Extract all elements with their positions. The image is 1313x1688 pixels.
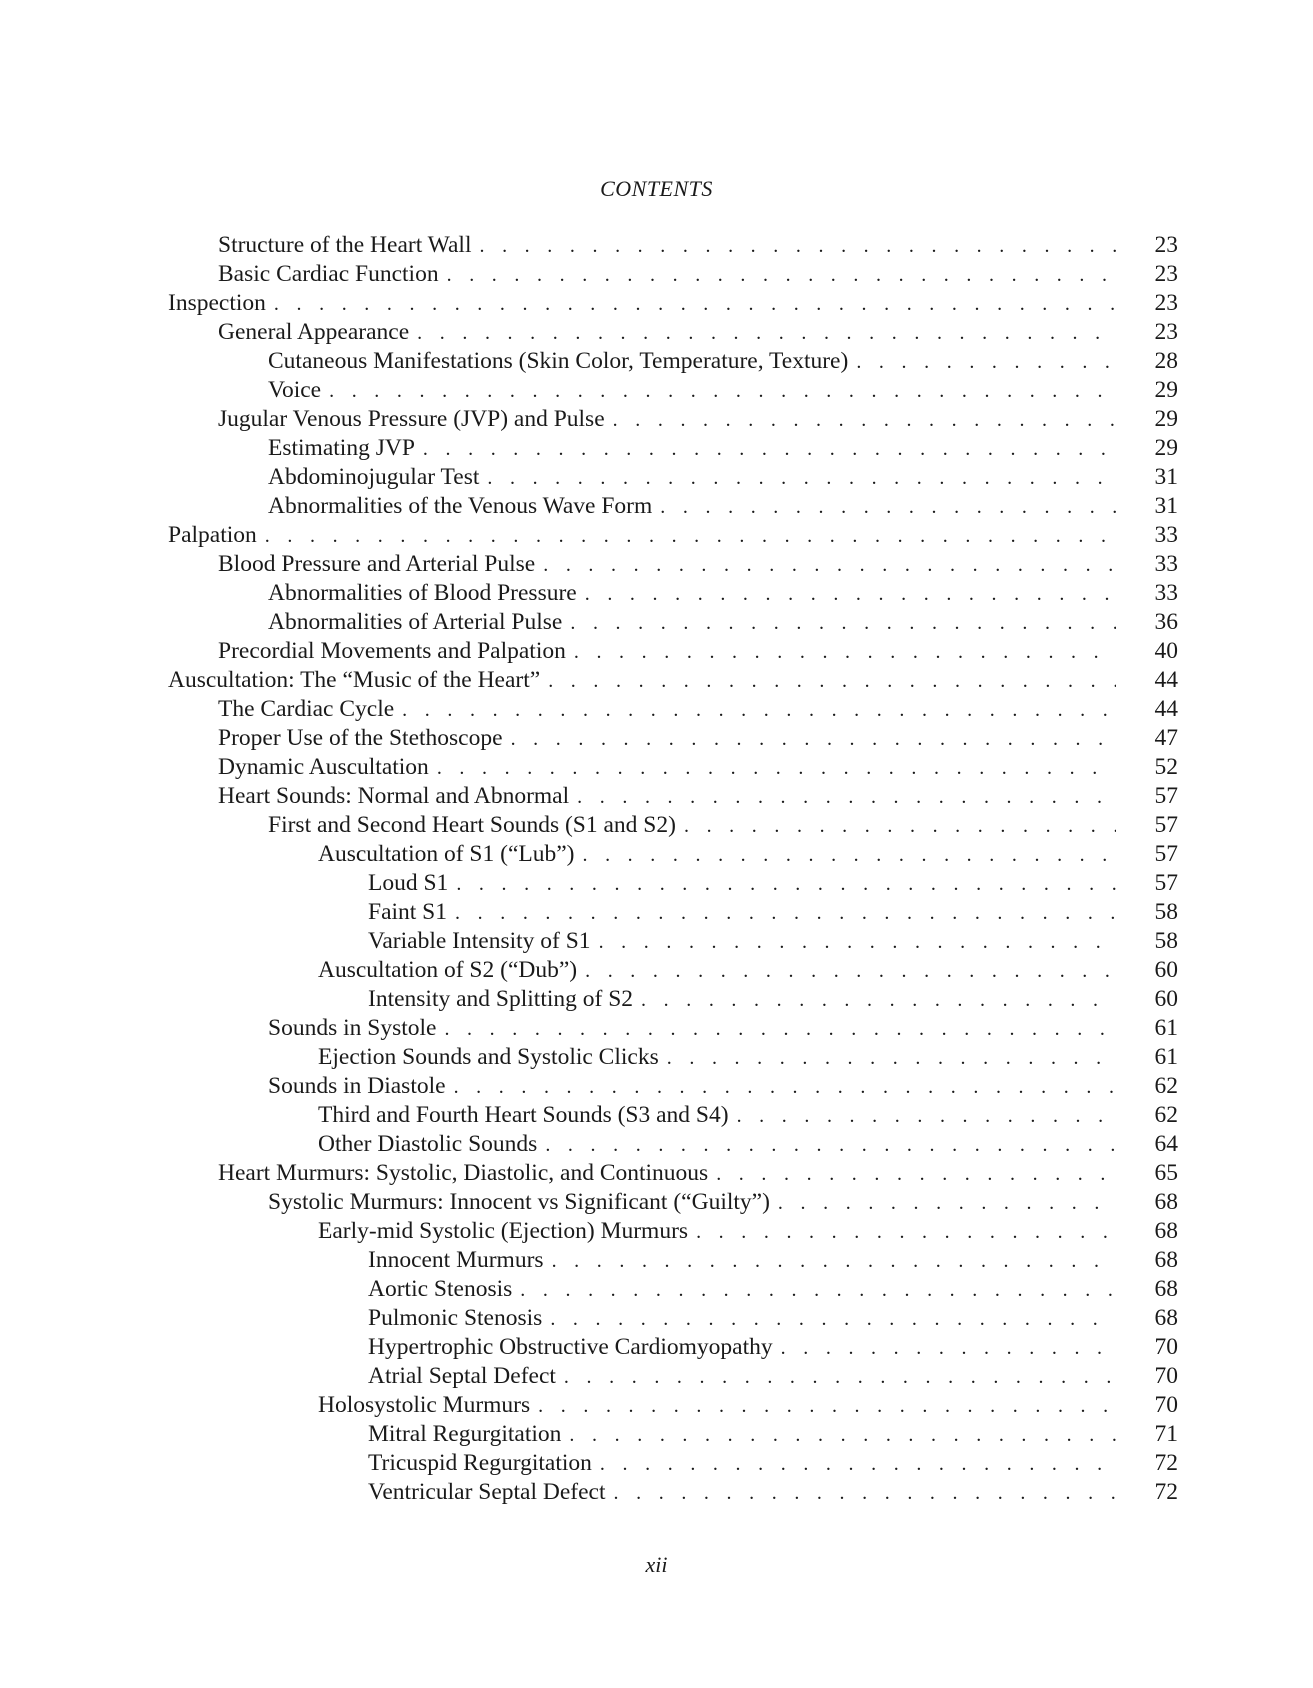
toc-entry-line (368, 1362, 1138, 1392)
toc-entry-title: Early-mid Systolic (Ejection) Murmurs (318, 1217, 696, 1246)
dot-leader (696, 1218, 1116, 1247)
toc-entry (168, 521, 1178, 550)
toc-entry-line (218, 318, 1138, 348)
toc-entry (168, 869, 1178, 898)
dot-leader (545, 1131, 1116, 1160)
toc-entry-title: Hypertrophic Obstructive Cardiomyopathy (368, 1333, 781, 1362)
toc-entry-title: Precordial Movements and Palpation (218, 637, 574, 666)
toc-entry (168, 463, 1178, 492)
toc-entry-line (318, 956, 1138, 986)
toc-entry-line (168, 521, 1138, 551)
toc-entry (168, 492, 1178, 521)
dot-leader (520, 1276, 1116, 1305)
toc-entry (168, 1043, 1178, 1072)
toc-entry-title: Ventricular Septal Defect (368, 1478, 614, 1507)
dot-leader (543, 551, 1116, 580)
toc-entry-line (318, 1130, 1138, 1160)
toc-entry-line (368, 1420, 1138, 1450)
dot-leader (781, 1334, 1116, 1363)
toc-entry-line (268, 608, 1138, 638)
toc-entry (168, 1246, 1178, 1275)
toc-entry-line (268, 434, 1138, 464)
toc-entry-line (268, 1014, 1138, 1044)
toc-entry-page-number: 57 (1138, 869, 1178, 898)
dot-leader (550, 1305, 1116, 1334)
toc-entry-line (368, 1304, 1138, 1334)
toc-entry (168, 1188, 1178, 1217)
toc-entry-page-number: 57 (1138, 811, 1178, 840)
toc-entry (168, 434, 1178, 463)
toc-entry-line (168, 289, 1138, 319)
toc-entry-line (368, 1275, 1138, 1305)
toc-entry-page-number: 23 (1138, 289, 1178, 318)
toc-entry-title: Faint S1 (368, 898, 455, 927)
toc-entry-page-number: 28 (1138, 347, 1178, 376)
toc-entry-line (268, 463, 1138, 493)
toc-entry (168, 811, 1178, 840)
dot-leader (737, 1102, 1116, 1131)
toc-entry-line (318, 1101, 1138, 1131)
toc-entry-page-number: 72 (1138, 1449, 1178, 1478)
toc-entry-page-number: 65 (1138, 1159, 1178, 1188)
toc-entry-line (268, 376, 1138, 406)
dot-leader (329, 377, 1116, 406)
toc-entry-page-number: 31 (1138, 492, 1178, 521)
toc-entry (168, 637, 1178, 666)
toc-entry-line (268, 1072, 1138, 1102)
dot-leader (455, 899, 1116, 928)
toc-entry-title: Heart Murmurs: Systolic, Diastolic, and Continuous (218, 1159, 716, 1188)
toc-entry-line (318, 1217, 1138, 1247)
toc-entry (168, 666, 1178, 695)
toc-entry-title: The Cardiac Cycle (218, 695, 402, 724)
dot-leader (569, 1421, 1116, 1450)
dot-leader (265, 522, 1116, 551)
toc-entry-page-number: 68 (1138, 1246, 1178, 1275)
dot-leader (437, 754, 1116, 783)
dot-leader (585, 957, 1116, 986)
toc-entry-line (318, 840, 1138, 870)
dot-leader (574, 638, 1116, 667)
toc-entry-line (368, 898, 1138, 928)
toc-entry-title: Estimating JVP (268, 434, 423, 463)
toc-entry-title: Holosystolic Murmurs (318, 1391, 538, 1420)
toc-entry-page-number: 68 (1138, 1217, 1178, 1246)
dot-leader (613, 406, 1116, 435)
dot-leader (479, 232, 1116, 261)
toc-entry-page-number: 23 (1138, 260, 1178, 289)
toc-entry (168, 1014, 1178, 1043)
toc-entry (168, 1304, 1178, 1333)
toc-entry (168, 260, 1178, 289)
toc-entry (168, 1072, 1178, 1101)
toc-entry-page-number: 70 (1138, 1362, 1178, 1391)
toc-entry-page-number: 62 (1138, 1101, 1178, 1130)
toc-entry-title: Heart Sounds: Normal and Abnormal (218, 782, 577, 811)
toc-entry-title: Ejection Sounds and Systolic Clicks (318, 1043, 667, 1072)
toc-entry-page-number: 58 (1138, 927, 1178, 956)
toc-entry-page-number: 29 (1138, 376, 1178, 405)
toc-entry-page-number: 61 (1138, 1014, 1178, 1043)
toc-entry-title: Aortic Stenosis (368, 1275, 520, 1304)
dot-leader (447, 261, 1116, 290)
dot-leader (614, 1479, 1116, 1508)
toc-entry-page-number: 33 (1138, 550, 1178, 579)
toc-entry-title: Auscultation of S1 (“Lub”) (318, 840, 582, 869)
toc-entry-title: Cutaneous Manifestations (Skin Color, Temperature, Texture) (268, 347, 856, 376)
toc-entry-page-number: 29 (1138, 434, 1178, 463)
toc-entry-line (368, 869, 1138, 899)
table-of-contents (168, 231, 1178, 1507)
toc-entry-page-number: 29 (1138, 405, 1178, 434)
running-head: CONTENTS (600, 176, 713, 201)
dot-leader (577, 783, 1116, 812)
dot-leader (511, 725, 1116, 754)
toc-entry-line (218, 231, 1138, 261)
toc-entry-page-number: 62 (1138, 1072, 1178, 1101)
toc-entry-title: Systolic Murmurs: Innocent vs Significant (“Guilty”) (268, 1188, 778, 1217)
toc-entry-title: Dynamic Auscultation (218, 753, 437, 782)
toc-entry-line (218, 637, 1138, 667)
dot-leader (402, 696, 1116, 725)
dot-leader (667, 1044, 1116, 1073)
toc-entry (168, 347, 1178, 376)
dot-leader (684, 812, 1116, 841)
toc-entry-page-number: 58 (1138, 898, 1178, 927)
toc-entry (168, 579, 1178, 608)
dot-leader (274, 290, 1116, 319)
dot-leader (454, 1073, 1116, 1102)
toc-entry (168, 695, 1178, 724)
toc-entry-line (218, 695, 1138, 725)
toc-entry-page-number: 64 (1138, 1130, 1178, 1159)
toc-entry-line (218, 550, 1138, 580)
toc-entry-title: Inspection (168, 289, 274, 318)
toc-entry-page-number: 68 (1138, 1188, 1178, 1217)
dot-leader (564, 1363, 1116, 1392)
toc-entry-title: Loud S1 (368, 869, 456, 898)
toc-entry-page-number: 31 (1138, 463, 1178, 492)
toc-entry-title: Abnormalities of Blood Pressure (268, 579, 585, 608)
dot-leader (552, 1247, 1116, 1276)
toc-entry (168, 550, 1178, 579)
toc-entry-title: Pulmonic Stenosis (368, 1304, 550, 1333)
toc-entry-page-number: 60 (1138, 985, 1178, 1014)
toc-entry (168, 1362, 1178, 1391)
dot-leader (548, 667, 1116, 696)
toc-entry-title: General Appearance (218, 318, 417, 347)
toc-entry-page-number: 23 (1138, 231, 1178, 260)
toc-entry-line (368, 1478, 1138, 1508)
dot-leader (600, 1450, 1116, 1479)
dot-leader (716, 1160, 1116, 1189)
toc-entry (168, 1159, 1178, 1188)
toc-entry-title: Atrial Septal Defect (368, 1362, 564, 1391)
toc-entry-line (218, 724, 1138, 754)
toc-entry-title: Abdominojugular Test (268, 463, 487, 492)
toc-entry (168, 1449, 1178, 1478)
toc-entry-page-number: 71 (1138, 1420, 1178, 1449)
toc-entry (168, 608, 1178, 637)
toc-entry-line (268, 492, 1138, 522)
toc-entry-line (218, 1159, 1138, 1189)
toc-entry-title: Other Diastolic Sounds (318, 1130, 545, 1159)
toc-entry-line (168, 666, 1138, 696)
toc-entry-title: Abnormalities of the Venous Wave Form (268, 492, 660, 521)
toc-entry-page-number: 33 (1138, 579, 1178, 608)
toc-entry-line (318, 1043, 1138, 1073)
toc-entry (168, 318, 1178, 347)
toc-entry-title: Variable Intensity of S1 (368, 927, 599, 956)
toc-entry-line (268, 811, 1138, 841)
toc-entry (168, 1333, 1178, 1362)
toc-entry-page-number: 36 (1138, 608, 1178, 637)
toc-entry-line (368, 1333, 1138, 1363)
toc-entry-page-number: 44 (1138, 695, 1178, 724)
toc-entry-line (268, 579, 1138, 609)
dot-leader (538, 1392, 1116, 1421)
toc-entry-line (318, 1391, 1138, 1421)
dot-leader (456, 870, 1116, 899)
toc-entry-title: Jugular Venous Pressure (JVP) and Pulse (218, 405, 613, 434)
toc-entry (168, 753, 1178, 782)
toc-entry (168, 1101, 1178, 1130)
toc-entry-page-number: 60 (1138, 956, 1178, 985)
toc-entry-title: Voice (268, 376, 329, 405)
toc-entry-page-number: 72 (1138, 1478, 1178, 1507)
toc-entry-line (368, 927, 1138, 957)
toc-entry (168, 956, 1178, 985)
toc-entry (168, 1275, 1178, 1304)
dot-leader (641, 986, 1116, 1015)
dot-leader (487, 464, 1116, 493)
toc-entry-page-number: 68 (1138, 1304, 1178, 1333)
dot-leader (444, 1015, 1116, 1044)
toc-entry (168, 840, 1178, 869)
dot-leader (582, 841, 1116, 870)
toc-entry (168, 1130, 1178, 1159)
toc-entry-page-number: 68 (1138, 1275, 1178, 1304)
toc-entry-title: Tricuspid Regurgitation (368, 1449, 600, 1478)
toc-entry-title: Abnormalities of Arterial Pulse (268, 608, 570, 637)
toc-entry (168, 724, 1178, 753)
toc-entry (168, 985, 1178, 1014)
toc-entry-title: Mitral Regurgitation (368, 1420, 569, 1449)
toc-entry (168, 1391, 1178, 1420)
toc-entry (168, 782, 1178, 811)
toc-entry-line (218, 782, 1138, 812)
toc-entry-page-number: 57 (1138, 840, 1178, 869)
toc-entry-title: Sounds in Diastole (268, 1072, 454, 1101)
toc-entry-title: Blood Pressure and Arterial Pulse (218, 550, 543, 579)
toc-entry-page-number: 70 (1138, 1391, 1178, 1420)
toc-entry-title: Palpation (168, 521, 265, 550)
toc-entry-page-number: 61 (1138, 1043, 1178, 1072)
toc-entry-page-number: 47 (1138, 724, 1178, 753)
toc-entry-title: Intensity and Splitting of S2 (368, 985, 641, 1014)
toc-entry-line (218, 260, 1138, 290)
toc-entry-title: Innocent Murmurs (368, 1246, 552, 1275)
dot-leader (660, 493, 1116, 522)
toc-entry-page-number: 23 (1138, 318, 1178, 347)
toc-entry-page-number: 40 (1138, 637, 1178, 666)
toc-entry-page-number: 57 (1138, 782, 1178, 811)
toc-entry-line (368, 985, 1138, 1015)
toc-entry-page-number: 33 (1138, 521, 1178, 550)
dot-leader (856, 348, 1116, 377)
toc-entry-line (368, 1449, 1138, 1479)
toc-entry (168, 1478, 1178, 1507)
toc-entry-line (218, 753, 1138, 783)
toc-entry-title: Sounds in Systole (268, 1014, 444, 1043)
toc-entry (168, 289, 1178, 318)
page-number: xii (645, 1552, 668, 1577)
dot-leader (778, 1189, 1116, 1218)
dot-leader (423, 435, 1116, 464)
dot-leader (570, 609, 1116, 638)
toc-entry (168, 231, 1178, 260)
toc-entry-line (268, 347, 1138, 377)
toc-entry-line (368, 1246, 1138, 1276)
toc-entry-title: Third and Fourth Heart Sounds (S3 and S4) (318, 1101, 737, 1130)
toc-entry-page-number: 44 (1138, 666, 1178, 695)
toc-entry-page-number: 52 (1138, 753, 1178, 782)
toc-entry-title: Auscultation of S2 (“Dub”) (318, 956, 585, 985)
toc-entry-title: Proper Use of the Stethoscope (218, 724, 511, 753)
toc-entry (168, 376, 1178, 405)
toc-entry (168, 898, 1178, 927)
dot-leader (417, 319, 1116, 348)
toc-entry (168, 1217, 1178, 1246)
toc-entry-line (218, 405, 1138, 435)
toc-entry (168, 927, 1178, 956)
toc-entry (168, 405, 1178, 434)
toc-entry-title: Structure of the Heart Wall (218, 231, 479, 260)
toc-entry-title: Auscultation: The “Music of the Heart” (168, 666, 548, 695)
dot-leader (599, 928, 1116, 957)
toc-entry-line (268, 1188, 1138, 1218)
toc-entry-page-number: 70 (1138, 1333, 1178, 1362)
dot-leader (585, 580, 1116, 609)
toc-entry (168, 1420, 1178, 1449)
toc-entry-title: Basic Cardiac Function (218, 260, 447, 289)
toc-entry-title: First and Second Heart Sounds (S1 and S2) (268, 811, 684, 840)
